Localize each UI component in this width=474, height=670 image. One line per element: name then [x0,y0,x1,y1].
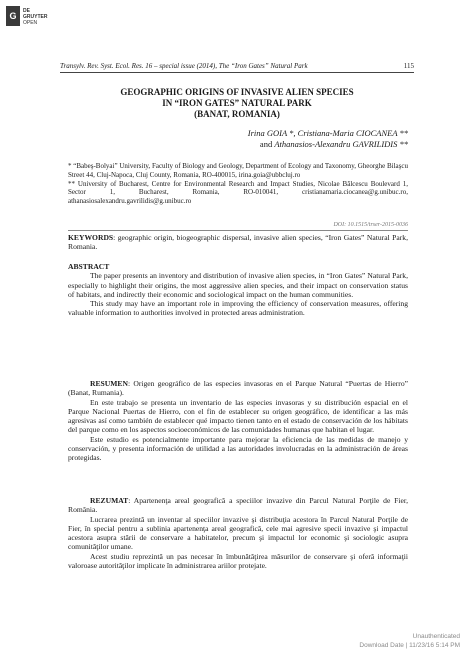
keywords: KEYWORDS: geographic origin, biogeographic dispersal, invasive alien species, “Iron Gates” Natural Park, Romania. [68,233,408,252]
resumen-section: RESUMEN: Origen geográfico de las especies invasoras en el Parque Natural “Puertas de Hierro” (Banat, Rumania). En este trabajo se presenta un inventario de las especies invasoras y su distribución espacial en el Parque Nacional Puertas de Hierro, con el fin de establecer su origen geográfico, de identificar a las más agresivas así como también de establecer qué impacto tienen tanto en el estado de conservación de los hábitats del parque como en los aspectos socioeconómicos de las comunidades humanas que habitan el lugar. Este estudio es potencialmente importante para mejorar la eficiencia de las medidas de manejo y conservación, y presenta información de utilidad a las autoridades involucradas en la administración de áreas protegidas. [68,379,408,463]
author-list: Irina GOIA *, Cristiana-Maria CIOCANEA ** and Athanasios-Alexandru GAVRILIDIS ** [247,128,408,149]
resumen-paragraph-2: Este estudio es potencialmente importante para mejorar la eficiencia de las medidas de manejo y conservación, y presenta información de utilidad a las autoridades involucradas en la administración de áreas protegidas. [68,434,408,463]
download-footer: Unauthenticated Download Date | 11/23/16 5:14 PM [359,633,460,649]
affiliation-1: * “Babeş-Bolyai” University, Faculty of Biology and Geology, Department of Ecology and Taxonomy, Gheorghe Bilaşcu Street 44, Cluj-Napoca, Cluj County, Romania, RO-400015, irina.goia@ubbcluj.ro [68,162,408,179]
rezumat-paragraph-2: Acest studiu reprezintă un pas necesar în îmbunătăţirea măsurilor de conservare şi oferă informaţii valoroase autorităţilor implicate în administrarea ariilor protejate. [68,551,408,571]
abstract-paragraph-2: This study may have an important role in improving the efficiency of conservation measures, offering valuable information to authorities involved in protected areas administration. [68,299,408,318]
header-divider [60,72,414,73]
abstract-paragraph-1: The paper presents an inventory and distribution of invasive alien species, in “Iron Gates” Natural Park, especially to highlight their origins, the most aggressive alien species, and their impact on conservation status of habitats, and indirectly their economic and sociological impact on the human communities. [68,271,408,299]
publisher-logo-icon: G [6,6,20,26]
affiliations [68,162,408,206]
journal-citation: Transylv. Rev. Syst. Ecol. Res. 16 – special issue (2014), The “Iron Gates” Natural Park [60,62,308,70]
doi-divider [68,230,408,231]
running-header [60,62,414,70]
abstract-section [68,262,408,318]
rezumat-paragraph-1: Lucrarea prezintă un inventar al speciilor invazive şi distribuţia acestora în Parcul Natural Porţile de Fier, în special pentru a sublinia apartenenţa areal geografică, cele mai agresive specii invazive şi impactul acestora asupra stării de conservare a habitatelor, precum şi impactul lor economic şi sociologic asupra comunităţilor umane. [68,514,408,552]
publisher-logo-text: DE GRUYTER OPEN [23,8,48,26]
abstract-heading: ABSTRACT [68,262,110,271]
resumen-paragraph-1: En este trabajo se presenta un inventario de las especies invasoras y su distribución espacial en el Parque Nacional Puertas de Hierro, con el fin de establecer su origen geográfico, de identificar a las más agresivas así como también de establecer qué impacto tienen tanto en el estado de conservación de los hábitats del parque como en los aspectos socioeconómicos de las comunidades humanas que habitan el lugar. [68,397,408,435]
doi-link[interactable]: DOI: 10.1515/trser-2015-0036 [333,222,408,228]
page-number: 115 [403,62,414,70]
affiliation-2: ** University of Bucharest, Centre for Environmental Research and Impact Studies, Nicolae Bălcescu Boulevard 1, Sector 1, Bucharest, Romania, RO-010041, cristianamaria.ciocanea@g.unibuc.ro, athanasiosalexandru.gavrilidis@g.unibuc.ro [68,179,408,206]
rezumat-section: REZUMAT: Apartenenţa areal geografică a speciilor invazive din Parcul Natural Porţile de Fier, România. Lucrarea prezintă un inventar al speciilor invazive şi distribuţia acestora în Parcul Natural Porţile de Fier, în special pentru a sublinia apartenenţa areal geografică, cele mai agresive specii invazive şi impactul acestora asupra stării de conservare a habitatelor, precum şi impactul lor economic şi sociologic asupra comunităţilor umane. Acest studiu reprezintă un pas necesar în îmbunătăţirea măsurilor de conservare şi oferă informaţii valoroase autorităţilor implicate în administrarea ariilor protejate. [68,496,408,571]
paper-title: GEOGRAPHIC ORIGINS OF INVASIVE ALIEN SPECIES IN “IRON GATES” NATURAL PARK (BANAT, ROMANIA) [120,87,354,119]
